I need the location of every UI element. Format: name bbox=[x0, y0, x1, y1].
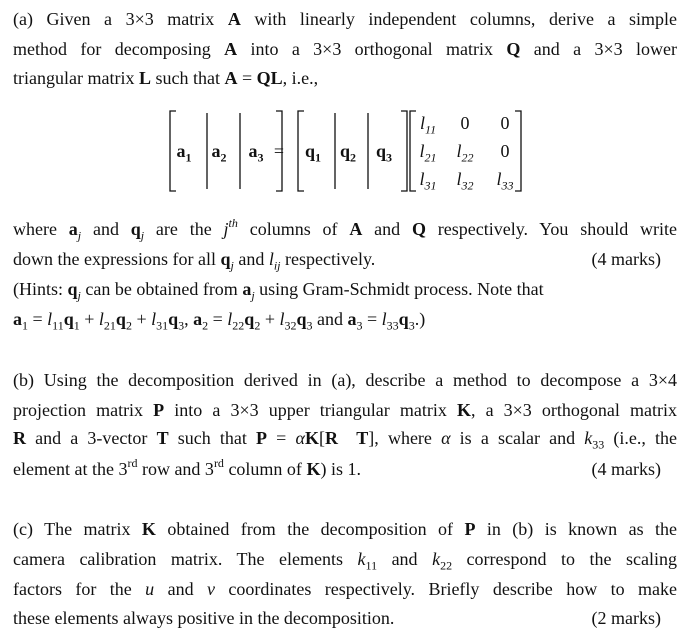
part-a-where-line-2: down the expressions for all $q_j$ and $l_{ij}$ respectively. (4 marks) bbox=[13, 246, 677, 272]
l21: $l_{21}$ bbox=[419, 141, 437, 165]
part-a-line-3: triangular matrix L such that A = QL, i.e., bbox=[13, 68, 319, 88]
part-a-where-line-1: where $a_j$ and $q_j$ are the $j^{th}$ columns of A and Q respectively. You should write bbox=[13, 216, 678, 243]
l13-zero: 0 bbox=[500, 113, 510, 133]
col-q2: $q_2$ bbox=[339, 141, 356, 165]
part-c-line-2: camera calibration matrix. The elements $k_{11}$ and $k_{22}$ correspond to the scaling bbox=[13, 549, 677, 573]
equals-sign: = bbox=[273, 141, 285, 161]
part-c-line-1: (c) The matrix K obtained from the decomposition of P in (b) is known as the bbox=[13, 519, 678, 539]
col-a2: $a_2$ bbox=[211, 141, 227, 165]
part-a-marks: (4 marks) bbox=[591, 249, 661, 269]
l11: $l_{11}$ bbox=[419, 113, 437, 137]
part-c-line-3: factors for the u and v coordinates respectively. Briefly describe how to make bbox=[13, 579, 677, 599]
part-a-hint-line-1: (Hints: $q_j$ can be obtained from $a_j$ using Gram-Schmidt process. Note that bbox=[13, 279, 544, 303]
part-b-line-4: element at the 3rd row and 3rd column of K) is 1. (4 marks) bbox=[13, 456, 677, 482]
l33: $l_{33}$ bbox=[496, 169, 514, 193]
part-a-line-1: (a) Given a 3×3 matrix A with linearly independent columns, derive a simple bbox=[13, 9, 678, 29]
part-b-line-2: projection matrix P into a 3×3 upper triangular matrix K, a 3×3 orthogonal matrix bbox=[13, 400, 677, 420]
part-c-line-4: these elements always positive in the decomposition. (2 marks) bbox=[13, 605, 677, 631]
part-b-marks: (4 marks) bbox=[591, 459, 661, 479]
l31: $l_{31}$ bbox=[419, 169, 437, 193]
qr-equation bbox=[0, 103, 692, 203]
col-a1: $a_1$ bbox=[176, 141, 192, 165]
part-c-marks: (2 marks) bbox=[591, 608, 661, 628]
col-a3: $a_3$ bbox=[248, 141, 264, 165]
part-a-line-2: method for decomposing A into a 3×3 orthogonal matrix Q and a 3×3 lower bbox=[13, 39, 678, 59]
l23-zero: 0 bbox=[500, 141, 510, 161]
l32: $l_{32}$ bbox=[456, 169, 474, 193]
l12-zero: 0 bbox=[460, 113, 470, 133]
part-b-line-3: R and a 3-vector T such that P = αK[R T], where α is a scalar and $k_{33}$ (i.e., the bbox=[13, 428, 678, 452]
col-q3: $q_3$ bbox=[375, 141, 392, 165]
l22: $l_{22}$ bbox=[456, 141, 474, 165]
col-q1: $q_1$ bbox=[304, 141, 321, 165]
part-a-hint-line-2: $a_1 = l_{11}q_1 + l_{21}q_2 + l_{31}q_3$, $a_2 = l_{22}q_2 + l_{32}q_3$ and $a_3 = l_{33}q_3$.) bbox=[13, 309, 426, 333]
part-b-line-1: (b) Using the decomposition derived in (a), describe a method to decompose a 3×4 bbox=[13, 370, 677, 390]
